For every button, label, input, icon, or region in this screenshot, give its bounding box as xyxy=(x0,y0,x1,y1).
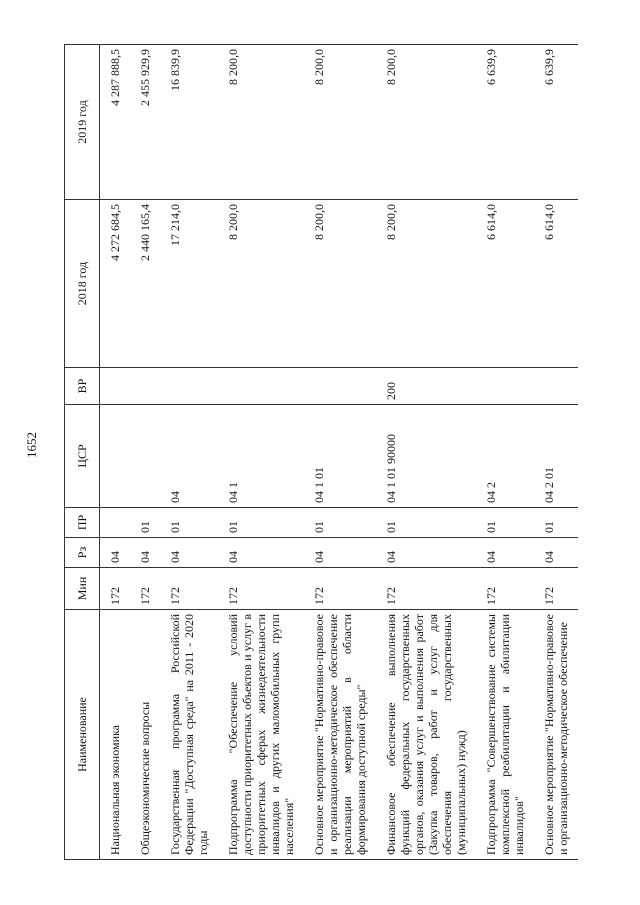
row-2019: 4 287 888,5 xyxy=(100,45,131,200)
row-2018: 8 200,0 xyxy=(376,200,476,368)
row-min: 172 xyxy=(218,568,304,610)
row-name: Общеэкономические вопросы xyxy=(130,610,160,860)
row-vr xyxy=(130,368,160,405)
row-min: 172 xyxy=(534,568,578,610)
row-pr: 01 xyxy=(534,508,578,538)
row-name: Основное мероприятие "Нормативно-правовое и организационно-методическое обеспечение xyxy=(534,610,578,860)
row-2019: 2 455 929,9 xyxy=(130,45,160,200)
row-pr: 01 xyxy=(476,508,534,538)
header-2019: 2019 год xyxy=(65,45,100,200)
header-2018: 2018 год xyxy=(65,200,100,368)
rotated-page xyxy=(64,45,624,860)
table-row xyxy=(304,45,376,860)
row-2018: 8 200,0 xyxy=(218,200,304,368)
row-vr xyxy=(476,368,534,405)
row-pr: 01 xyxy=(160,508,218,538)
row-csr: 04 1 01 90000 xyxy=(376,405,476,508)
row-csr: 04 2 01 xyxy=(534,405,578,508)
row-pr: 01 xyxy=(218,508,304,538)
table-row xyxy=(160,45,218,860)
header-rz: Рз xyxy=(65,538,100,568)
table-header-row xyxy=(65,45,100,860)
row-rz: 04 xyxy=(376,538,476,568)
row-rz: 04 xyxy=(100,538,131,568)
row-csr: 04 1 xyxy=(218,405,304,508)
header-vr: ВР xyxy=(65,368,100,405)
header-name: Наименование xyxy=(65,610,100,860)
header-min: Мин xyxy=(65,568,100,610)
row-name: Финансовое обеспечение выполнения функций федеральных государственных органов, оказания услуг и выполнения работ (Закупка товаров, работ и услуг для обеспечения государственных (муниципальных) нужд) xyxy=(376,610,476,860)
row-csr: 04 xyxy=(160,405,218,508)
row-2018: 4 272 684,5 xyxy=(100,200,131,368)
table-body xyxy=(100,45,579,860)
header-pr: ПР xyxy=(65,508,100,538)
table-row xyxy=(218,45,304,860)
row-2019: 8 200,0 xyxy=(218,45,304,200)
row-pr: 01 xyxy=(130,508,160,538)
row-2019: 8 200,0 xyxy=(304,45,376,200)
row-vr xyxy=(304,368,376,405)
row-csr: 04 2 xyxy=(476,405,534,508)
row-vr: 200 xyxy=(376,368,476,405)
row-rz: 04 xyxy=(476,538,534,568)
row-name: Подпрограмма "Обеспечение условий доступности приоритетных объектов и услуг в приоритетных сферах жизнедеятельности инвалидов и других маломобильных групп населения" xyxy=(218,610,304,860)
table-row xyxy=(130,45,160,860)
row-2019: 6 639,9 xyxy=(476,45,534,200)
row-min: 172 xyxy=(160,568,218,610)
row-2018: 2 440 165,4 xyxy=(130,200,160,368)
header-csr: ЦСР xyxy=(65,405,100,508)
row-min: 172 xyxy=(130,568,160,610)
row-csr: 04 1 01 xyxy=(304,405,376,508)
page-number: 1652 xyxy=(24,432,39,458)
row-csr xyxy=(130,405,160,508)
row-rz: 04 xyxy=(218,538,304,568)
row-name: Государственная программа Российской Федерации "Доступная среда" на 2011 - 2020 годы xyxy=(160,610,218,860)
table-row xyxy=(534,45,578,860)
row-vr xyxy=(218,368,304,405)
row-rz: 04 xyxy=(130,538,160,568)
row-csr xyxy=(100,405,131,508)
row-2018: 17 214,0 xyxy=(160,200,218,368)
row-2018: 8 200,0 xyxy=(304,200,376,368)
table-row xyxy=(100,45,131,860)
row-2019: 6 639,9 xyxy=(534,45,578,200)
row-2018: 6 614,0 xyxy=(476,200,534,368)
row-pr: 01 xyxy=(376,508,476,538)
budget-table xyxy=(64,44,578,860)
row-vr xyxy=(160,368,218,405)
row-rz: 04 xyxy=(304,538,376,568)
row-2019: 8 200,0 xyxy=(376,45,476,200)
row-vr xyxy=(534,368,578,405)
row-2018: 6 614,0 xyxy=(534,200,578,368)
row-min: 172 xyxy=(476,568,534,610)
row-min: 172 xyxy=(304,568,376,610)
row-2019: 16 839,9 xyxy=(160,45,218,200)
table-row xyxy=(476,45,534,860)
row-rz: 04 xyxy=(534,538,578,568)
row-min: 172 xyxy=(100,568,131,610)
row-vr xyxy=(100,368,131,405)
row-rz: 04 xyxy=(160,538,218,568)
row-name: Национальная экономика xyxy=(100,610,131,860)
row-name: Основное мероприятие "Нормативно-правовое и организационно-методическое обеспечение реализации мероприятий в области формирования доступной среды" xyxy=(304,610,376,860)
table-row xyxy=(376,45,476,860)
row-pr xyxy=(100,508,131,538)
row-name: Подпрограмма "Совершенствование системы комплексной реабилитации и абилитации инвалидов" xyxy=(476,610,534,860)
row-pr: 01 xyxy=(304,508,376,538)
row-min: 172 xyxy=(376,568,476,610)
